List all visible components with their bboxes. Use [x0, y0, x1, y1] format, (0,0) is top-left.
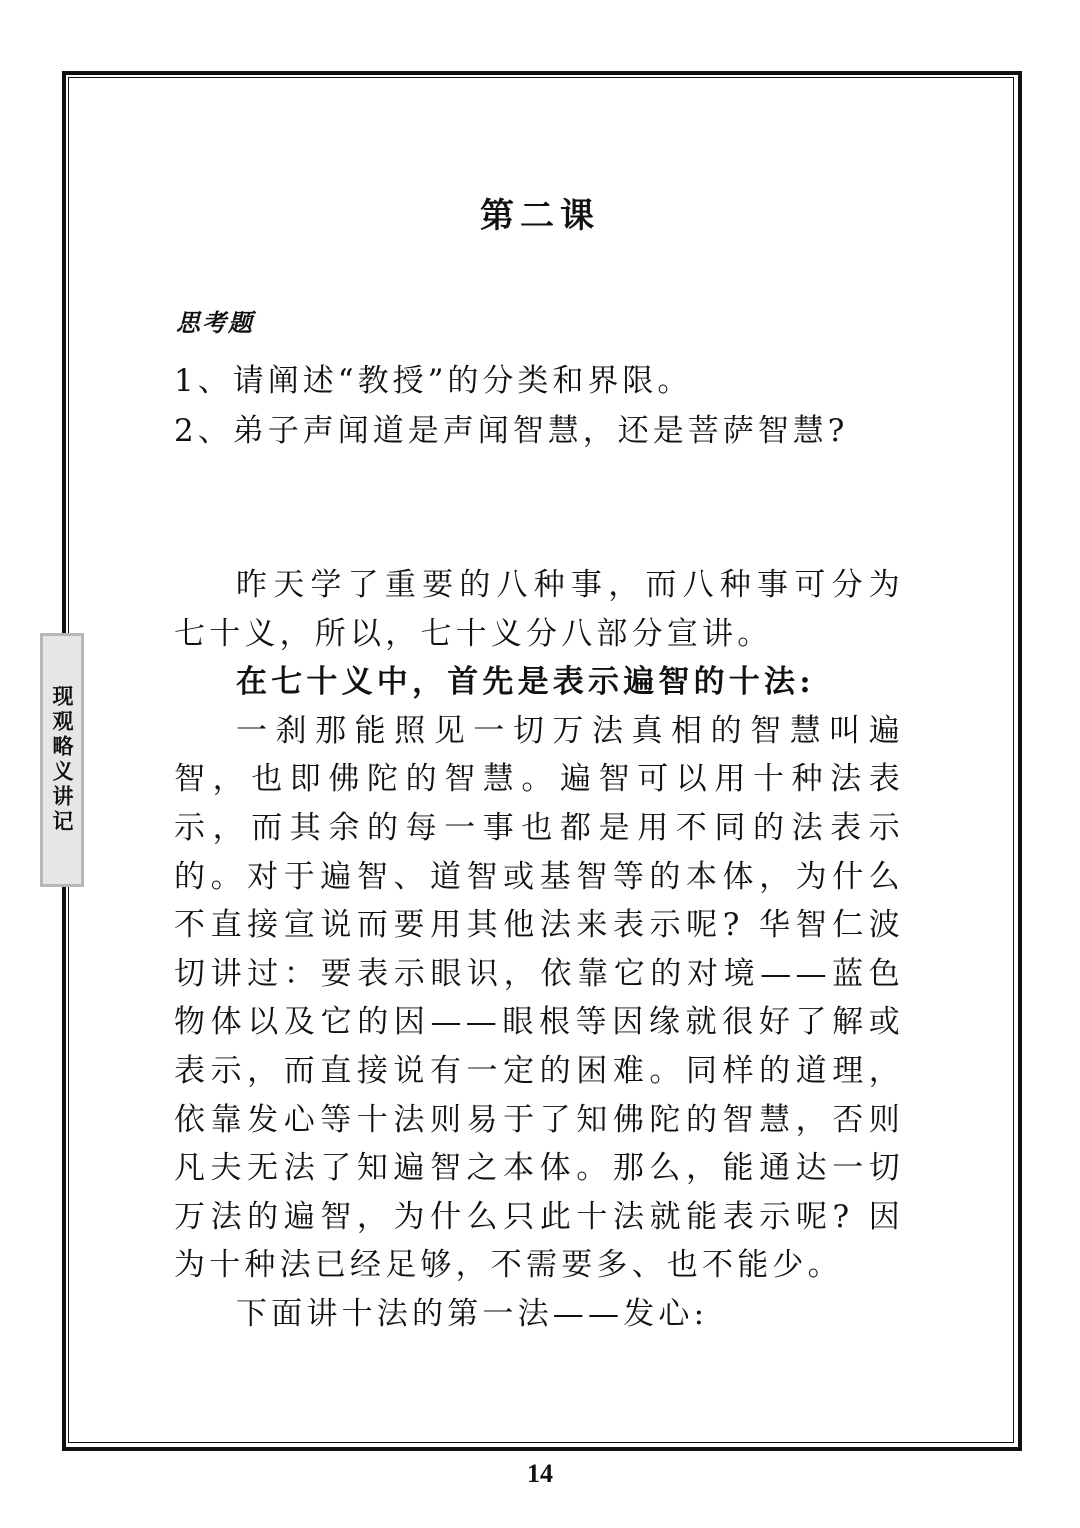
- body-paragraph: 昨天学了重要的八种事，而八种事可分为七十义，所以，七十义分八部分宣讲。: [174, 567, 904, 652]
- side-tab-label: 现观略义讲记: [50, 685, 75, 835]
- body-paragraph: 一刹那能照见一切万法真相的智慧叫遍智，也即佛陀的智慧。遍智可以用十种法表示，而其余的每一事也都是用不同的法表示的。对于遍智、道智或基智等的本体，为什么不直接宣说而要用其他法来表示呢? 华智仁波切讲过：要表示眼识，依靠它的对境——蓝色物体以及它的因——眼根等因缘就很好了解或表示，而直接说有一定的困难。同样的道理，依靠发心等十法则易于了知佛陀的智慧，否则凡夫无法了知遍智之本体。那么，能通达一切万法的遍智，为什么只此十法就能表示呢? 因为十种法已经足够，不需要多、也不能少。: [174, 712, 904, 1284]
- body-paragraph: 下面讲十法的第一法——发心:: [236, 1295, 709, 1332]
- body-text: [174, 561, 904, 1339]
- questions-heading: 思考题: [176, 308, 254, 337]
- question-item: 2、弟子声闻道是声闻智慧，还是菩萨智慧?: [174, 413, 849, 449]
- lesson-title: 第二课: [480, 196, 600, 236]
- page-number: 14: [527, 1459, 553, 1488]
- body-paragraph-heading: 在七十义中，首先是表示遍智的十法:: [236, 664, 815, 701]
- side-tab: [40, 633, 84, 887]
- question-item: 1、请阐述“教授”的分类和界限。: [174, 363, 693, 399]
